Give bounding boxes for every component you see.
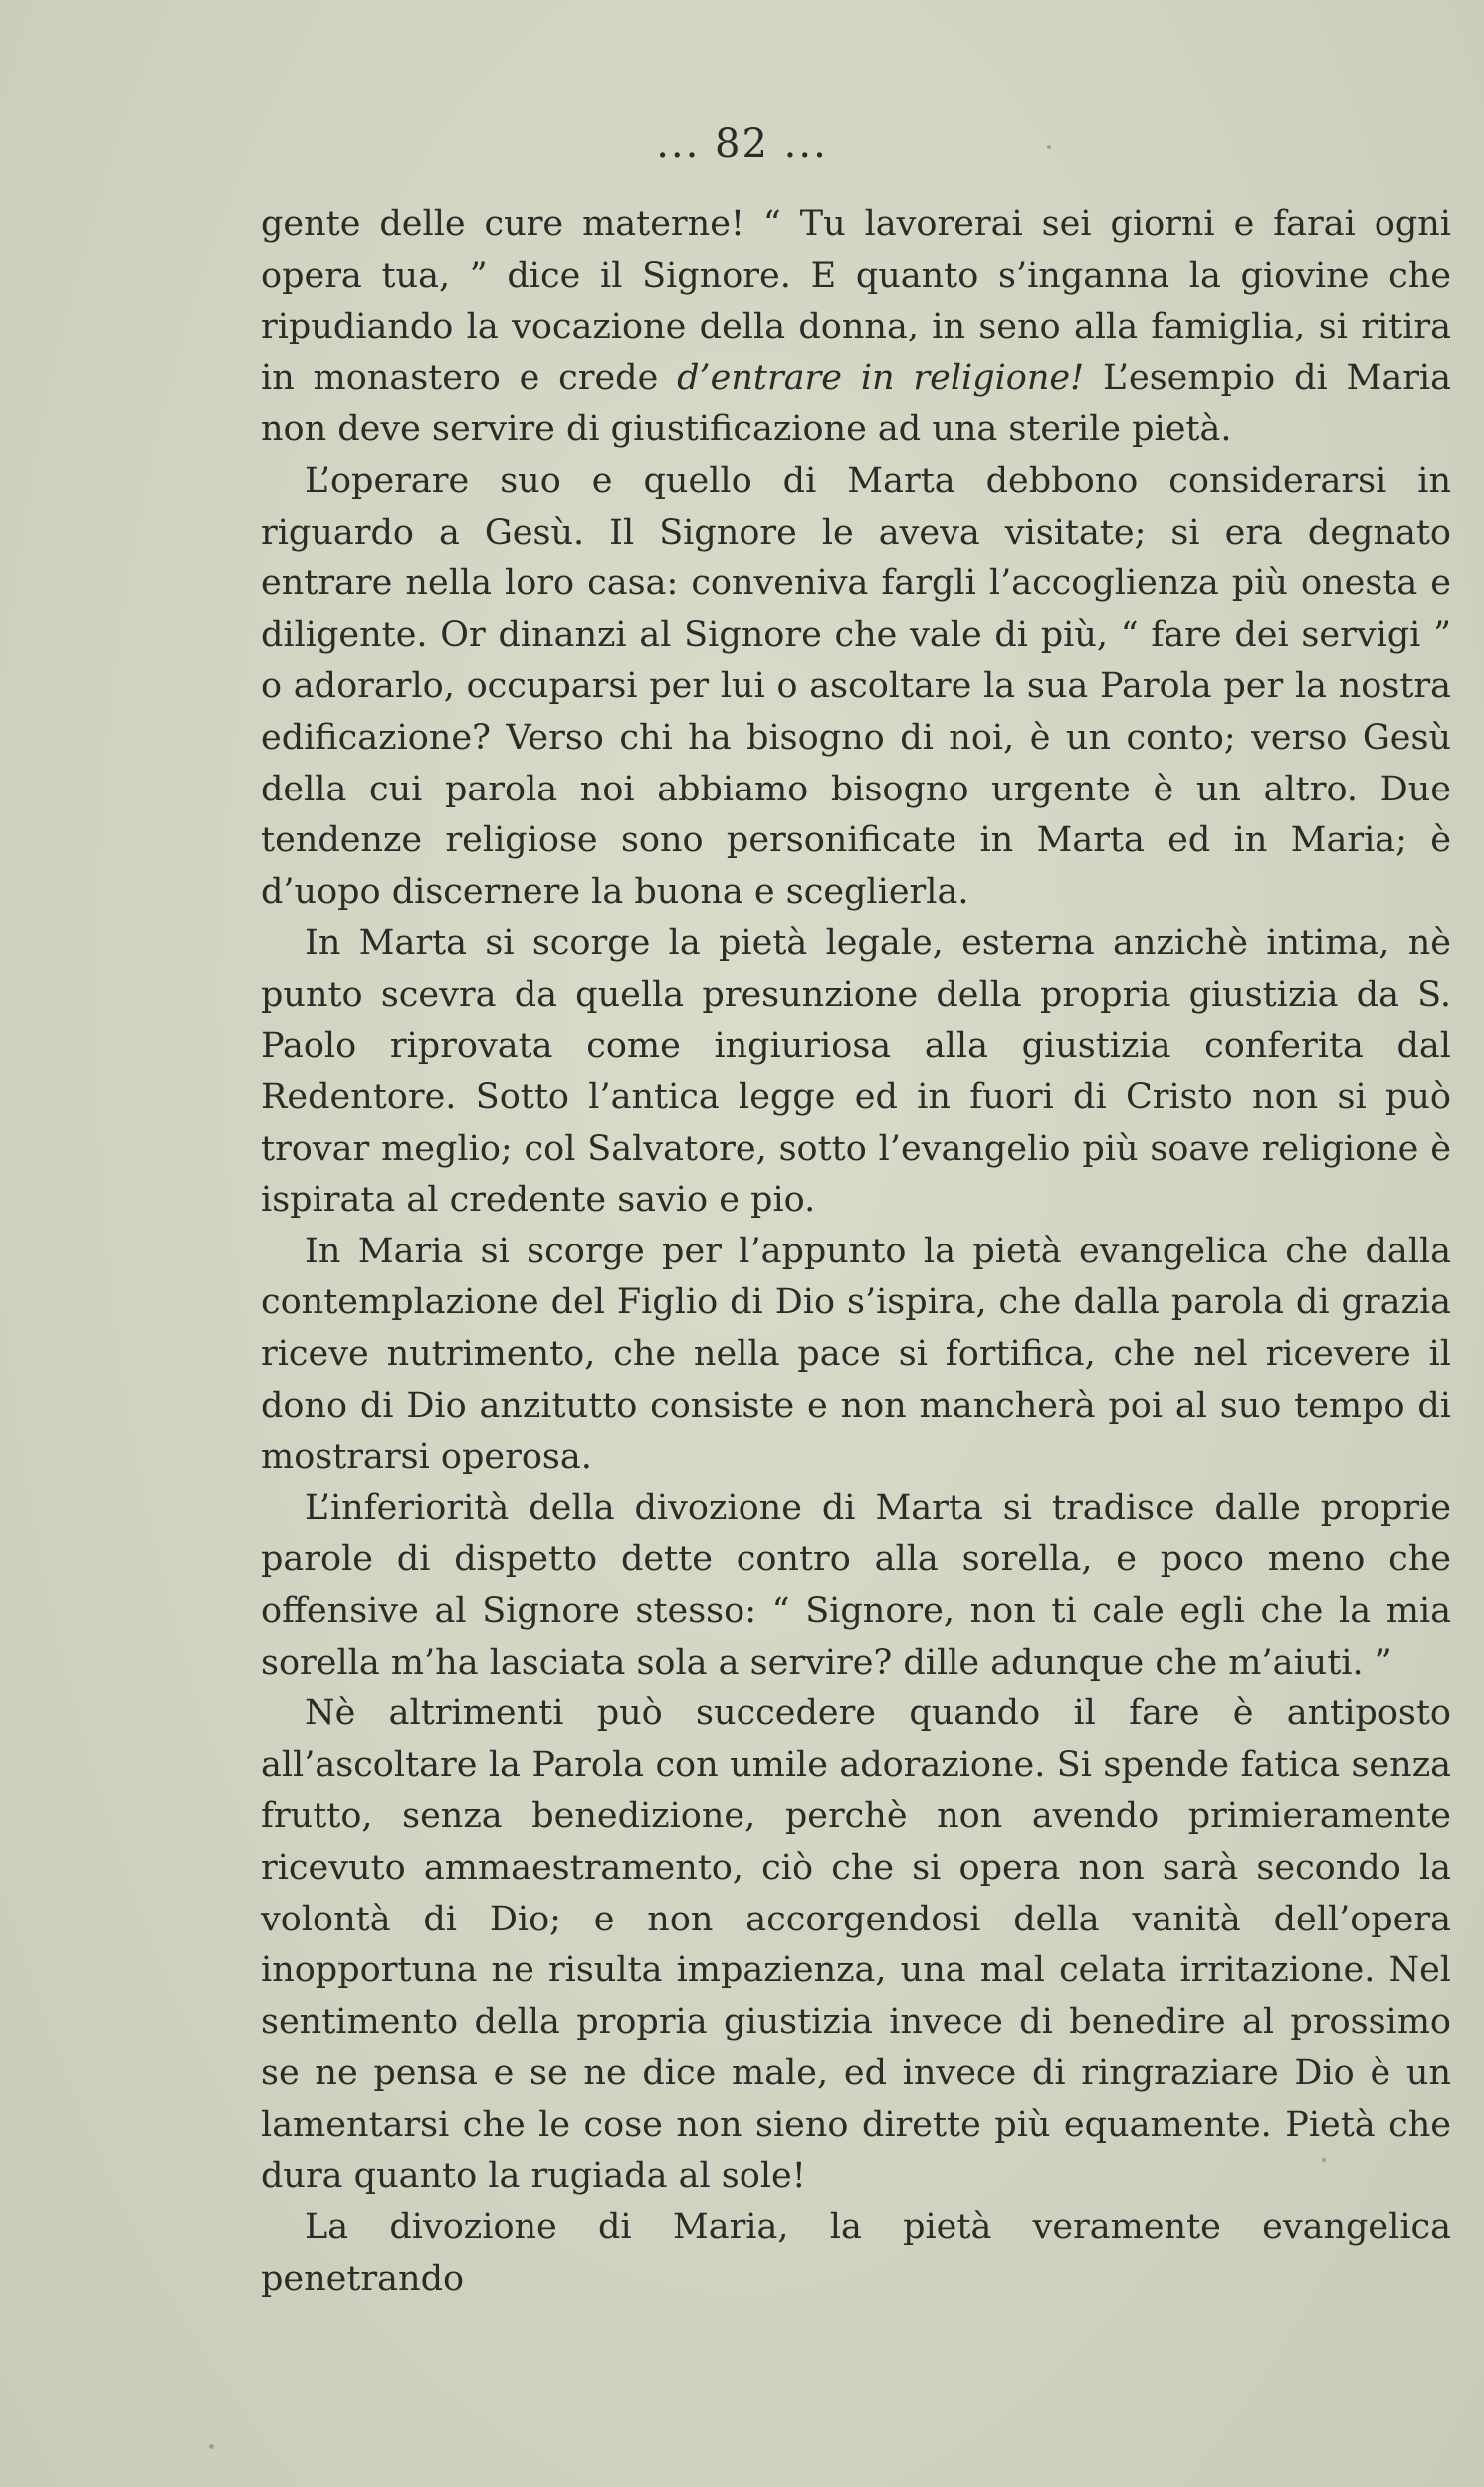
paragraph-6-text: Nè altrimenti può succedere quando il fare è antiposto all’ascoltare la Parola con umile adorazione. Si spende fatica senza frutto, senza benedizione, perchè non avendo primieramente ricevuto ammaestramento, ciò che si opera non sarà secondo la volontà di Dio; e non accorgendosi della vanità dell’opera inopportuna ne risulta impazienza, una mal celata irritazione. Nel sentimento della propria giustizia invece di benedire al prossimo se ne pensa e se ne dice male, ed invece di ringraziare Dio è un lamentarsi che le cose non sieno dirette più equamente. Pietà che dura quanto la rugiada al sole! bbox=[261, 1694, 1451, 2196]
paragraph-5-text: L’inferiorità della divozione di Marta si tradisce dalle proprie parole di dispetto dette contro alla sorella, e poco meno che offensive al Signore stesso: “ Signore, non ti cale egli che la mia sorella m’ha lasciata sola a servire? dille adunque che m’aiuti. ” bbox=[261, 1487, 1451, 1683]
body-text bbox=[261, 199, 1451, 2305]
paragraph-2 bbox=[261, 456, 1451, 918]
paragraph-3-text: In Marta si scorge la pietà legale, esterna anzichè intima, nè punto scevra da quella presunzione della propria giustizia da S. Paolo riprovata come ingiuriosa alla giustizia conferita dal Redentore. Sotto l’antica legge ed in fuori di Cristo non si può trovar meglio; col Salvatore, sotto l’evangelio più soave religione è ispirata al credente savio e pio. bbox=[261, 923, 1451, 1221]
paragraph-1-part-1: gente delle cure materne! “ Tu lavorerai sei giorni e farai ogni opera tua, ” dice il Signore. E quanto s’inganna la giovine che ripudiando la vocazione della donna, in seno alla famiglia, si ritira in monastero e crede bbox=[261, 204, 1451, 398]
paragraph-1 bbox=[261, 199, 1451, 456]
paragraph-6 bbox=[261, 1689, 1451, 2202]
paragraph-5 bbox=[261, 1483, 1451, 1689]
paragraph-2-text: L’operare suo e quello di Marta debbono considerarsi in riguardo a Gesù. Il Signore le aveva visitate; si era degnato entrare nella loro casa: conveniva fargli l’accoglienza più onesta e diligente. Or dinanzi al Signore che vale di più, “ fare dei servigi ” o adorarlo, occuparsi per lui o ascoltare la sua Parola per la nostra edificazione? Verso chi ha bisogno di noi, è un conto; verso Gesù della cui parola noi abbiamo bisogno urgente è un altro. Due tendenze religiose sono personificate in Marta ed in Maria; è d’uopo discernere la buona e sceglierla. bbox=[261, 460, 1451, 912]
paragraph-3 bbox=[261, 918, 1451, 1227]
paragraph-7 bbox=[261, 2202, 1451, 2305]
paragraph-4 bbox=[261, 1227, 1451, 1483]
paragraph-7-text: La divozione di Maria, la pietà veramente evangelica penetrando bbox=[261, 2207, 1451, 2299]
paper-speck bbox=[209, 2444, 214, 2449]
paragraph-1-part-3: L’esempio di Maria non deve servire di giustificazione ad una sterile pietà. bbox=[261, 357, 1451, 450]
paper-speck bbox=[1047, 145, 1051, 149]
paper-speck bbox=[1322, 2158, 1326, 2162]
paragraph-1-italic-phrase: d’entrare in religione! bbox=[677, 357, 1085, 398]
paragraph-4-text: In Maria si scorge per l’appunto la pietà evangelica che dalla contemplazione del Figlio di Dio s’ispira, che dalla parola di grazia riceve nutrimento, che nella pace si fortifica, che nel ricevere il dono di Dio anzitutto consiste e non mancherà poi al suo tempo di mostrarsi operosa. bbox=[261, 1231, 1451, 1477]
page-number: ... 82 ... bbox=[656, 121, 828, 167]
